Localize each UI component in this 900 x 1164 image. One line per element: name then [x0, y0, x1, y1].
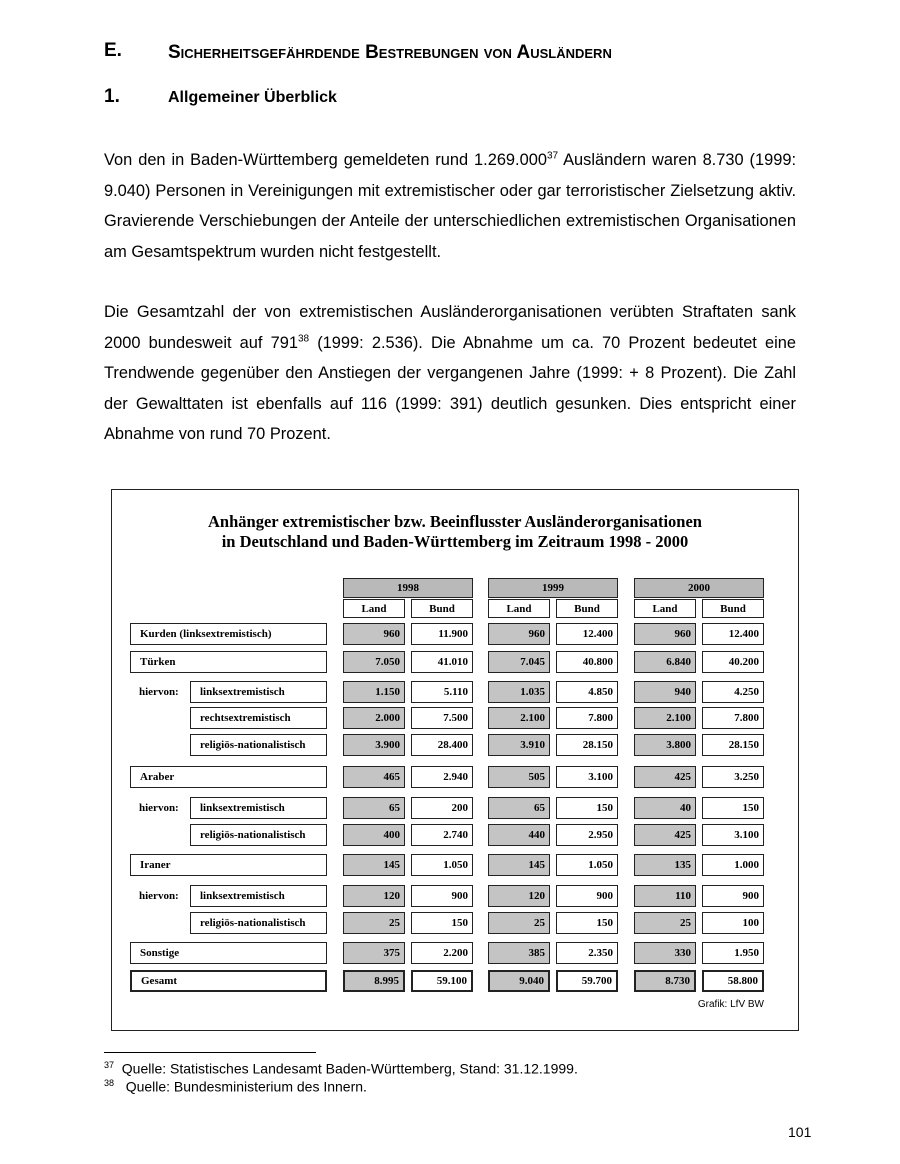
subheader-bund: Bund [702, 599, 764, 618]
value-cell-1999-bund: 900 [556, 885, 618, 907]
value-cell-2000-bund: 100 [702, 912, 764, 934]
paragraph-2 [104, 297, 796, 450]
value-cell-1998-bund: 200 [411, 797, 473, 819]
figure-title-line-2: in Deutschland und Baden-Württemberg im Zeitraum 1998 - 2000 [221, 532, 689, 551]
value-cell-1998-land: 120 [343, 885, 405, 907]
value-cell-2000-land: 3.800 [634, 734, 696, 756]
value-cell-2000-land: 8.730 [634, 970, 696, 992]
footnote-number: 37 [104, 1060, 115, 1070]
subsection-number: 1. [104, 86, 120, 107]
row-label: Gesamt [130, 970, 327, 992]
page-number: 101 [788, 1124, 812, 1140]
figure-title [112, 512, 798, 552]
value-cell-1998-land: 1.150 [343, 681, 405, 703]
row-label: Sonstige [130, 942, 327, 964]
hiervon-label: hiervon: [139, 686, 179, 698]
value-cell-1998-bund: 5.110 [411, 681, 473, 703]
row-label: religiös-nationalistisch [190, 734, 327, 756]
value-cell-2000-bund: 900 [702, 885, 764, 907]
value-cell-2000-land: 25 [634, 912, 696, 934]
row-label: Iraner [130, 854, 327, 876]
value-cell-1999-land: 25 [488, 912, 550, 934]
value-cell-1999-land: 145 [488, 854, 550, 876]
value-cell-1999-land: 3.910 [488, 734, 550, 756]
row-label: rechtsextremistisch [190, 707, 327, 729]
value-cell-1999-land: 2.100 [488, 707, 550, 729]
value-cell-1998-bund: 7.500 [411, 707, 473, 729]
value-cell-1998-land: 25 [343, 912, 405, 934]
footnote-number: 38 [104, 1078, 115, 1088]
subsection-title: Allgemeiner Überblick [168, 89, 337, 106]
value-cell-1998-bund: 2.200 [411, 942, 473, 964]
value-cell-1998-bund: 150 [411, 912, 473, 934]
value-cell-1999-bund: 150 [556, 797, 618, 819]
row-label: Türken [130, 651, 327, 673]
value-cell-2000-land: 940 [634, 681, 696, 703]
value-cell-2000-land: 6.840 [634, 651, 696, 673]
value-cell-1999-land: 385 [488, 942, 550, 964]
paragraph-1-part-a: Von den in Baden-Württemberg gemeldeten rund 1.269.000 [104, 151, 547, 169]
value-cell-2000-bund: 58.800 [702, 970, 764, 992]
row-label: Araber [130, 766, 327, 788]
value-cell-1999-bund: 40.800 [556, 651, 618, 673]
value-cell-1999-bund: 2.350 [556, 942, 618, 964]
subheader-land: Land [343, 599, 405, 618]
value-cell-2000-bund: 7.800 [702, 707, 764, 729]
value-cell-1998-land: 65 [343, 797, 405, 819]
year-header-2000: 2000 [634, 578, 764, 598]
value-cell-1999-land: 65 [488, 797, 550, 819]
value-cell-1998-bund: 41.010 [411, 651, 473, 673]
value-cell-1998-land: 2.000 [343, 707, 405, 729]
footnote-divider [104, 1052, 316, 1053]
value-cell-2000-bund: 40.200 [702, 651, 764, 673]
value-cell-1998-bund: 2.940 [411, 766, 473, 788]
value-cell-1998-land: 375 [343, 942, 405, 964]
paragraph-1 [104, 145, 796, 267]
row-label: religiös-nationalistisch [190, 912, 327, 934]
value-cell-2000-land: 330 [634, 942, 696, 964]
value-cell-1999-land: 7.045 [488, 651, 550, 673]
value-cell-1998-bund: 2.740 [411, 824, 473, 846]
row-label: linksextremistisch [190, 797, 327, 819]
statistics-figure [111, 489, 799, 1031]
footnote-ref-37[interactable]: 37 [546, 150, 559, 162]
value-cell-1999-bund: 12.400 [556, 623, 618, 645]
value-cell-2000-bund: 1.950 [702, 942, 764, 964]
value-cell-2000-land: 135 [634, 854, 696, 876]
section-number: E. [104, 40, 122, 61]
value-cell-1999-land: 960 [488, 623, 550, 645]
paragraph-2-part-a: Die Gesamtzahl der von extremistischen Ausländerorganisationen verübten Straftaten sank 2000 bundesweit auf 791 [104, 303, 796, 352]
value-cell-1999-bund: 4.850 [556, 681, 618, 703]
subheader-land: Land [488, 599, 550, 618]
value-cell-2000-bund: 12.400 [702, 623, 764, 645]
row-label: linksextremistisch [190, 885, 327, 907]
value-cell-1998-bund: 900 [411, 885, 473, 907]
figure-title-line-1: Anhänger extremistischer bzw. Beeinflusster Ausländerorganisationen [208, 512, 702, 531]
value-cell-1998-land: 8.995 [343, 970, 405, 992]
footnote-text: Quelle: Bundesministerium des Innern. [125, 1078, 367, 1095]
value-cell-2000-land: 40 [634, 797, 696, 819]
value-cell-1998-bund: 1.050 [411, 854, 473, 876]
value-cell-1998-land: 145 [343, 854, 405, 876]
value-cell-2000-bund: 1.000 [702, 854, 764, 876]
value-cell-2000-bund: 28.150 [702, 734, 764, 756]
year-header-1998: 1998 [343, 578, 473, 598]
value-cell-1998-bund: 28.400 [411, 734, 473, 756]
value-cell-2000-land: 425 [634, 766, 696, 788]
value-cell-1999-bund: 150 [556, 912, 618, 934]
value-cell-1999-bund: 28.150 [556, 734, 618, 756]
value-cell-1999-bund: 3.100 [556, 766, 618, 788]
value-cell-2000-bund: 3.100 [702, 824, 764, 846]
value-cell-1999-bund: 1.050 [556, 854, 618, 876]
paragraph-2-part-b: (1999: 2.536). Die Abnahme um ca. 70 Prozent bedeutet eine Trendwende gegenüber den Anstiegen der vergangenen Jahre (1999: + 8 Prozent). Die Zahl der Gewalttaten ist ebenfalls auf 116 (1999: 391) deutlich gesunken. Dies entspricht einer Abnahme von rund 70 Prozent. [104, 333, 796, 443]
row-label: linksextremistisch [190, 681, 327, 703]
hiervon-label: hiervon: [139, 802, 179, 814]
footnote-ref-38[interactable]: 38 [297, 333, 310, 345]
subheader-land: Land [634, 599, 696, 618]
value-cell-1999-bund: 2.950 [556, 824, 618, 846]
section-title: Sicherheitsgefährdende Bestrebungen von Ausländern [168, 42, 612, 63]
value-cell-1998-land: 400 [343, 824, 405, 846]
value-cell-1999-bund: 59.700 [556, 970, 618, 992]
value-cell-1999-land: 1.035 [488, 681, 550, 703]
value-cell-1999-land: 120 [488, 885, 550, 907]
value-cell-2000-land: 960 [634, 623, 696, 645]
value-cell-1998-land: 465 [343, 766, 405, 788]
figure-credit: Grafik: LfV BW [697, 999, 764, 1010]
value-cell-2000-bund: 150 [702, 797, 764, 819]
value-cell-1999-land: 440 [488, 824, 550, 846]
row-label: Kurden (linksextremistisch) [130, 623, 327, 645]
footnote-37 [104, 1060, 578, 1077]
value-cell-1999-land: 9.040 [488, 970, 550, 992]
subheader-bund: Bund [411, 599, 473, 618]
footnote-38 [104, 1078, 367, 1095]
footnote-text: Quelle: Statistisches Landesamt Baden-Württemberg, Stand: 31.12.1999. [121, 1060, 578, 1077]
value-cell-2000-bund: 3.250 [702, 766, 764, 788]
value-cell-1999-bund: 7.800 [556, 707, 618, 729]
value-cell-1998-land: 7.050 [343, 651, 405, 673]
paragraph-1-part-b: Ausländern waren 8.730 (1999: 9.040) Personen in Vereinigungen mit extremistischer oder gar terroristischer Zielsetzung aktiv. Gravierende Verschiebungen der Anteile der unterschiedlichen extremistischen Organisationen am Gesamtspektrum wurden nicht festgestellt. [104, 151, 796, 261]
value-cell-1998-land: 3.900 [343, 734, 405, 756]
hiervon-label: hiervon: [139, 890, 179, 902]
value-cell-2000-bund: 4.250 [702, 681, 764, 703]
value-cell-2000-land: 110 [634, 885, 696, 907]
value-cell-1998-land: 960 [343, 623, 405, 645]
subheader-bund: Bund [556, 599, 618, 618]
value-cell-1999-land: 505 [488, 766, 550, 788]
value-cell-2000-land: 425 [634, 824, 696, 846]
value-cell-1998-bund: 59.100 [411, 970, 473, 992]
year-header-1999: 1999 [488, 578, 618, 598]
row-label: religiös-nationalistisch [190, 824, 327, 846]
value-cell-2000-land: 2.100 [634, 707, 696, 729]
value-cell-1998-bund: 11.900 [411, 623, 473, 645]
